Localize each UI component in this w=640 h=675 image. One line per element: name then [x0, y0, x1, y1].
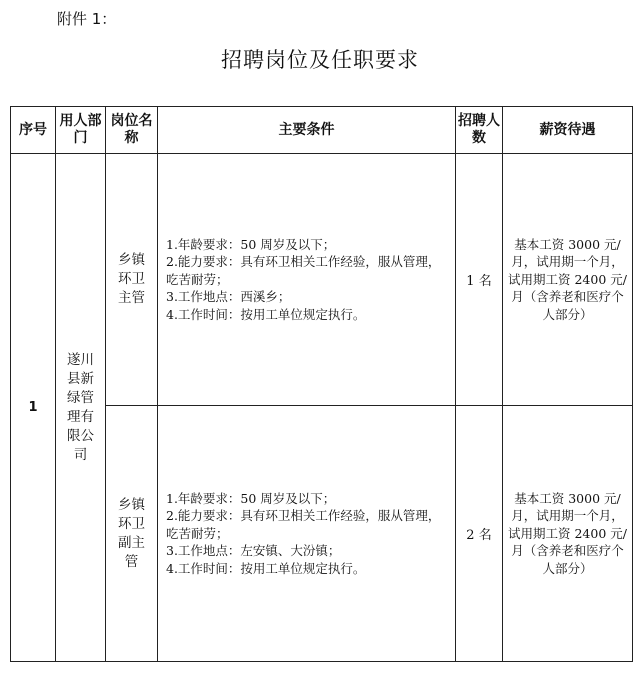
department-cell: 遂川县新绿管理有限公司 — [56, 154, 106, 662]
conditions-cell — [158, 406, 456, 662]
condition-line: 4.工作时间：按用工单位规定执行。 — [166, 560, 366, 576]
condition-line: 2.能力要求：具有环卫相关工作经验，服从管理，吃苦耐劳； — [166, 508, 441, 541]
col-header-salary: 薪资待遇 — [503, 107, 633, 154]
condition-line: 2.能力要求：具有环卫相关工作经验，服从管理，吃苦耐劳； — [166, 254, 441, 287]
page-title: 招聘岗位及任职要求 — [221, 48, 419, 72]
position-cell: 乡镇环卫主管 — [106, 154, 158, 406]
col-header-department: 用人部门 — [56, 107, 106, 154]
condition-line: 3.工作地点：左安镇、大汾镇； — [166, 543, 341, 559]
col-header-count: 招聘人数 — [456, 107, 503, 154]
col-header-conditions: 主要条件 — [158, 107, 456, 154]
condition-line: 1.年龄要求：50 周岁及以下； — [166, 490, 336, 506]
salary-cell: 基本工资 3000 元/月，试用期一个月，试用期工资 2400 元/月（含养老和医疗个人部分） — [503, 154, 633, 406]
table-row — [11, 154, 633, 406]
recruitment-table — [10, 106, 633, 662]
col-header-position: 岗位名称 — [106, 107, 158, 154]
condition-line: 1.年龄要求：50 周岁及以下； — [166, 236, 336, 252]
condition-line: 3.工作地点：西溪乡； — [166, 289, 291, 305]
position-cell: 乡镇环卫副主管 — [106, 406, 158, 662]
conditions-cell — [158, 154, 456, 406]
attachment-label: 附件 1： — [57, 10, 117, 28]
condition-line: 4.工作时间：按用工单位规定执行。 — [166, 306, 366, 322]
table-header-row — [11, 107, 633, 154]
count-cell: 2 名 — [456, 406, 503, 662]
seq-cell: 1 — [11, 154, 56, 662]
col-header-seq: 序号 — [11, 107, 56, 154]
salary-cell: 基本工资 3000 元/月，试用期一个月，试用期工资 2400 元/月（含养老和医疗个人部分） — [503, 406, 633, 662]
count-cell: 1 名 — [456, 154, 503, 406]
